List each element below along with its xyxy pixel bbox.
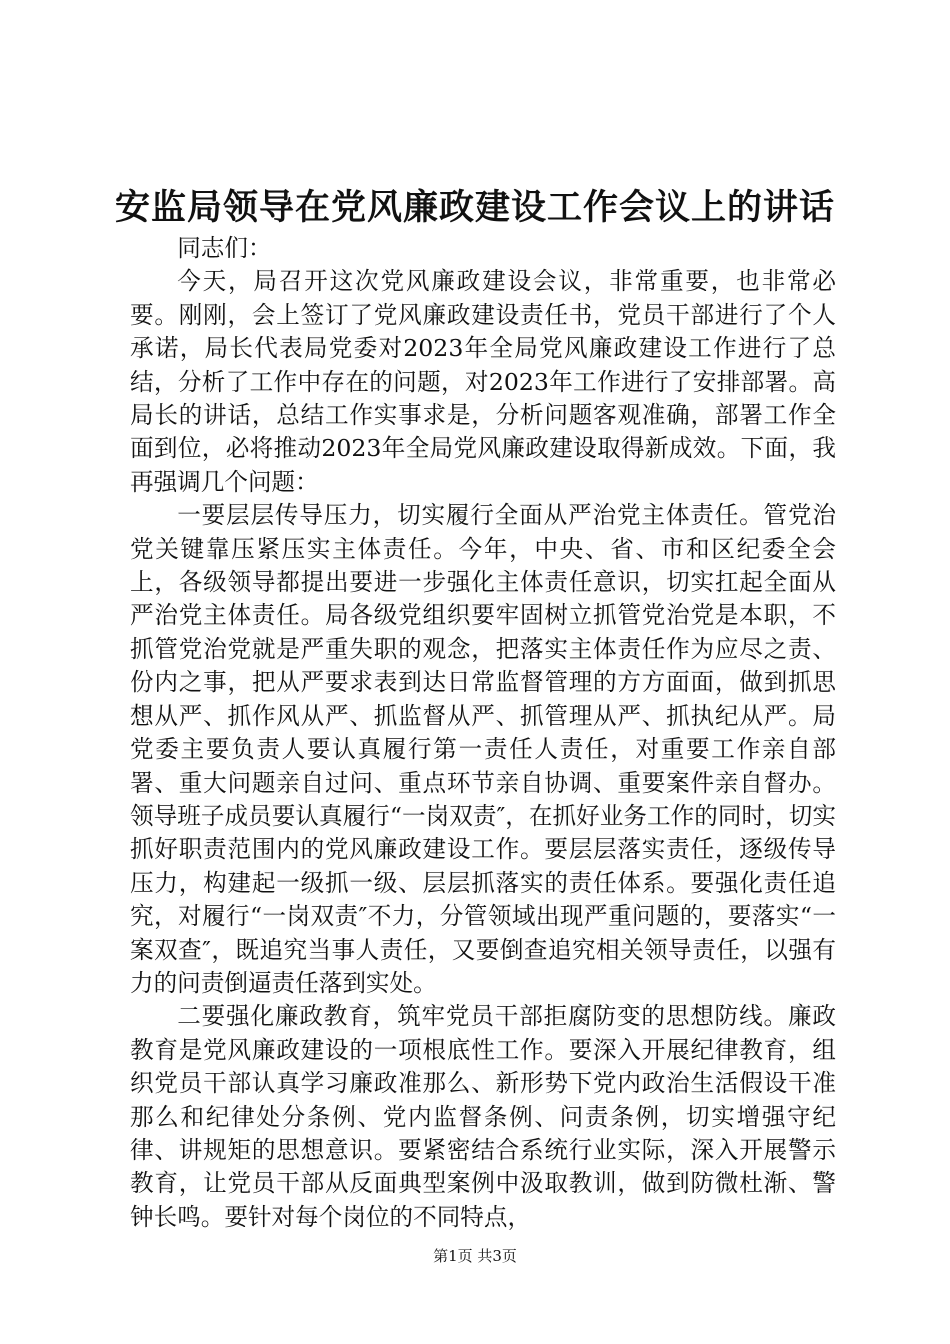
salutation: 同志们：	[177, 234, 272, 262]
paragraph-point-two: 二要强化廉政教育，筑牢党员干部拒腐防变的思想防线。廉政教育是党风廉政建设的一项根底性工作。要深入开展纪律教育，组织党员干部认真学习廉政准那么、新形势下党内政治生活假设干准那么和纪律处分条例、党内监督条例、问责条例，切实增强守纪律、讲规矩的思想意识。要紧密结合系统行业实际，深入开展警示教育，让党员干部从反面典型案例中汲取教训，做到防微杜渐、警钟长鸣。要针对每个岗位的不同特点，	[130, 1002, 836, 1231]
paragraph-intro: 今天，局召开这次党风廉政建设会议，非常重要，也非常必要。刚刚，会上签订了党风廉政建设责任书，党员干部进行了个人承诺，局长代表局党委对2023年全局党风廉政建设工作进行了总结，分析了工作中存在的问题，对2023年工作进行了安排部署。高局长的讲话，总结工作实事求是，分析问题客观准确，部署工作全面到位，必将推动2023年全局党风廉政建设取得新成效。下面，我再强调几个问题：	[130, 267, 836, 496]
document-title: 安监局领导在党风廉政建设工作会议上的讲话	[114, 187, 835, 228]
paragraph-point-one: 一要层层传导压力，切实履行全面从严治党主体责任。管党治党关键靠压紧压实主体责任。今年，中央、省、市和区纪委全会上，各级领导都提出要进一步强化主体责任意识，切实扛起全面从严治党主体责任。局各级党组织要牢固树立抓管党治党是本职，不抓管党治党就是严重失职的观念，把落实主体责任作为应尽之责、份内之事，把从严要求表到达日常监督管理的方方面面，做到抓思想从严、抓作风从严、抓监督从严、抓管理从严、抓执纪从严。局党委主要负责人要认真履行第一责任人责任，对重要工作亲自部署、重大问题亲自过问、重点环节亲自协调、重要案件亲自督办。领导班子成员要认真履行“一岗双责″，在抓好业务工作的同时，切实抓好职责范围内的党风廉政建设工作。要层层落实责任，逐级传导压力，构建起一级抓一级、层层抓落实的责任体系。要强化责任追究，对履行“一岗双责″不力，分管领域出现严重问题的，要落实“一案双查″，既追究当事人责任，又要倒查追究相关领导责任，以强有力的问责倒逼责任落到实处。	[130, 501, 836, 997]
page-footer: 第1页 共3页	[433, 1247, 517, 1265]
document-body	[130, 232, 836, 1234]
